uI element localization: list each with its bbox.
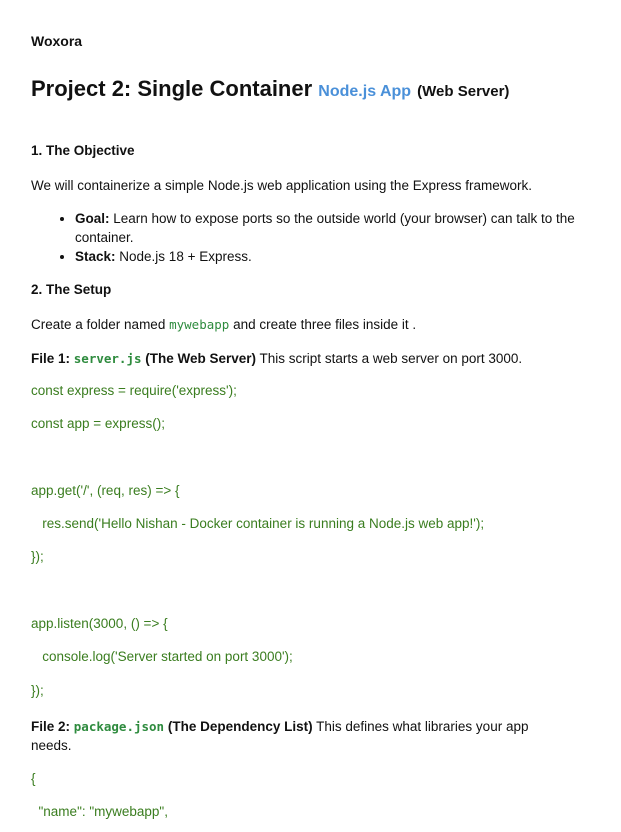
code-line: const express = require('express'); (31, 383, 237, 398)
code-line: res.send('Hello Nishan - Docker container is running a Node.js web app!'); (31, 516, 485, 531)
code-line: app.listen(3000, () => { (31, 616, 168, 631)
file2-name: package.json (73, 719, 165, 734)
file1-line: File 1: server.js (The Web Server) This script starts a web server on port 3000. (31, 351, 523, 366)
code-line: }); (31, 549, 44, 564)
setup-intro: Create a folder named mywebapp and create three files inside it . (31, 317, 417, 332)
code-line: console.log('Server started on port 3000'); (31, 649, 293, 664)
file2-line: File 2: package.json (The Dependency List) This defines what libraries your app needs. (31, 719, 529, 753)
title-main: Project 2: Single Container (31, 76, 313, 101)
code-line: }); (31, 683, 44, 698)
code-line: { (31, 771, 36, 786)
brand-name: Woxora (31, 33, 83, 49)
bullet-stack: • Stack: Node.js 18 + Express. (75, 247, 595, 266)
folder-name: mywebapp (169, 317, 230, 332)
title-tail: (Web Server) (417, 83, 510, 100)
code-line: const app = express(); (31, 416, 165, 431)
bullet-goal: • Goal: Learn how to expose ports so the outside world (your browser) can talk to the container. (75, 209, 595, 247)
setup-heading: 2. The Setup (31, 282, 112, 297)
code-line: app.get('/', (req, res) => { (31, 483, 180, 498)
objective-heading: 1. The Objective (31, 143, 135, 158)
objective-intro: We will containerize a simple Node.js web application using the Express framework. (31, 178, 532, 193)
title-accent: Node.js App (318, 83, 412, 100)
file1-name: server.js (73, 351, 142, 366)
page-title (31, 76, 509, 102)
code-line: "name": "mywebapp", (31, 804, 168, 819)
objective-bullets (31, 209, 595, 266)
